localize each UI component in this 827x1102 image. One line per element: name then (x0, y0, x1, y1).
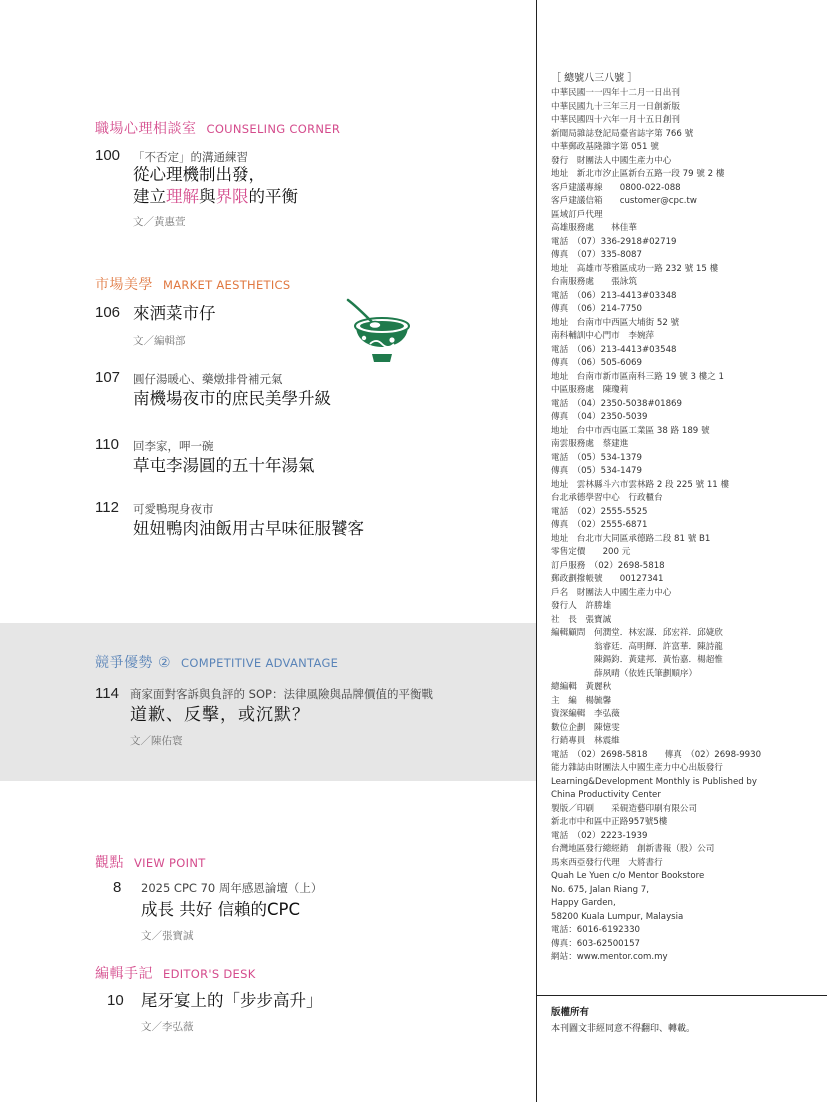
colophon-line: 區域訂戶代理 (551, 209, 603, 220)
colophon-line: 社 長 張寶誠 (551, 614, 612, 625)
section-title-zh: 競爭優勢 ② (95, 655, 172, 671)
colophon-line: 傳真 （06）505-6069 (551, 358, 642, 368)
section-header-viewpoint (95, 852, 206, 872)
colophon-line: 南雲服務處 蔡建進 (551, 439, 629, 449)
title-highlight: 理解 (166, 187, 199, 206)
section-title-en: VIEW POINT (134, 856, 206, 870)
section-header-competitive (95, 652, 338, 672)
featured-band (0, 623, 536, 781)
colophon (551, 69, 821, 965)
colophon-line: 電話 （07）336-2918#02719 (551, 236, 677, 247)
article-subtitle: 商家面對客訴與負評的 SOP：法律風險與品牌價值的平衡戰 (130, 687, 433, 701)
article-author: 文／黃惠萱 (133, 216, 186, 228)
article-title-line2[interactable] (133, 186, 298, 208)
colophon-line: 戶名 財團法人中國生產力中心 (551, 587, 672, 598)
colophon-line: China Productivity Center (551, 790, 661, 800)
colophon-line: 發行人 許勝雄 (551, 601, 612, 611)
colophon-line: 電話 （02）2223-1939 (551, 830, 648, 841)
colophon-line: 陳錫鈞．黃建邦．黃怡嘉．楊超惟 (551, 655, 723, 665)
copyright-text: 本刊圖文非經同意不得翻印、轉載。 (551, 1024, 696, 1034)
page-number: 8 (113, 879, 122, 896)
colophon-line: Quah Le Yuen c/o Mentor Bookstore (551, 871, 705, 881)
colophon-line: 地址 台北市大同區承德路二段 81 號 B1 (551, 533, 711, 544)
colophon-line: 行銷專員 林震維 (551, 736, 620, 746)
colophon-line: 編輯顧問 何潤堂．林宏謀．邱宏祥．邱婕欣 (551, 628, 723, 638)
colophon-line: 中華民國九十三年三月一日創新版 (551, 101, 680, 112)
page-number: 112 (95, 499, 119, 516)
section-header-counseling (95, 118, 340, 138)
section-title-en: COMPETITIVE ADVANTAGE (181, 656, 339, 670)
title-text: 的平衡 (248, 187, 298, 206)
colophon-line: 網站：www.mentor.com.my (551, 952, 668, 962)
issue-number: ［ 總號八三八號 ］ (551, 73, 638, 84)
colophon-line: 訂戶服務 （02）2698-5818 (551, 560, 665, 571)
colophon-line: 地址 台中市西屯區工業區 38 路 189 號 (551, 425, 710, 436)
colophon-line: No. 675, Jalan Riang 7, (551, 884, 649, 895)
section-header-editor (95, 963, 256, 983)
article-subtitle: 圓仔湯暖心、藥燉排骨補元氣 (133, 372, 283, 386)
colophon-line: 翁睿廷．高明輝．許富華．陳詩龍 (551, 641, 723, 652)
colophon-line: 新北市中和區中正路957號5樓 (551, 817, 668, 827)
colophon-line: 電話 （04）2350-5038#01869 (551, 398, 682, 409)
section-title-en: COUNSELING CORNER (206, 122, 341, 136)
colophon-line: 地址 台南市新市區南科三路 19 號 3 樓之 1 (551, 371, 725, 382)
colophon-line: 地址 高雄市苓雅區成功一路 232 號 15 樓 (551, 263, 719, 274)
colophon-line: 電話：6016-6192330 (551, 925, 641, 935)
section-title-zh: 市場美學 (95, 277, 153, 293)
colophon-line: 58200 Kuala Lumpur, Malaysia (551, 911, 684, 922)
colophon-line: 台南服務處 張詠筑 (551, 277, 637, 287)
colophon-line: 傳真 （05）534-1479 (551, 466, 642, 476)
colophon-line: 零售定價 200 元 (551, 547, 631, 557)
article-title[interactable]: 妞妞鴨肉油飯用古早味征服饕客 (133, 519, 364, 538)
colophon-line: Learning&Development Monthly is Published by (551, 776, 757, 787)
colophon-line: 能力雜誌由財團法人中國生產力中心出版發行 (551, 763, 723, 773)
colophon-line: 台灣地區發行總經銷 創新書報（股）公司 (551, 844, 715, 854)
article-title[interactable]: 來洒菜市仔 (133, 304, 216, 323)
article-subtitle: 可愛鴨現身夜市 (133, 502, 214, 516)
article-author: 文／張寶誠 (141, 930, 194, 942)
colophon-line: 電話 （02）2698-5818 傳真 （02）2698-9930 (551, 749, 762, 760)
article-title[interactable]: 成長 共好 信賴的CPC (141, 900, 300, 919)
colophon-line: 資深編輯 李弘薇 (551, 709, 620, 719)
section-title-zh: 觀點 (95, 855, 124, 871)
colophon-line: 中華民國四十六年一月十五日創刊 (551, 115, 680, 125)
colophon-line: 總編輯 黃麗秋 (551, 682, 612, 692)
article-subtitle: 「不否定」的溝通練習 (133, 150, 248, 164)
colophon-line: 南科輔訓中心門市 李婉萍 (551, 331, 655, 341)
colophon-line: 中區服務處 陳瓊莉 (551, 385, 629, 395)
colophon-line: 馬來西亞發行代理 大將書行 (551, 857, 663, 868)
section-title-zh: 職場心理相談室 (95, 121, 197, 137)
title-text: 建立 (133, 187, 166, 206)
colophon-line: 地址 雲林縣斗六市雲林路 2 段 225 號 11 樓 (551, 479, 730, 490)
page-number: 107 (95, 369, 121, 386)
page-number: 100 (95, 147, 121, 164)
article-subtitle: 回李家，呷一碗 (133, 439, 214, 453)
article-title[interactable]: 尾牙宴上的「步步高升」 (141, 991, 323, 1010)
noodle-bowl-icon (342, 296, 422, 374)
article-author: 文／陳佑寰 (130, 735, 183, 747)
colophon-line: 主 編 楊毓馨 (551, 695, 612, 706)
page-number: 106 (95, 304, 121, 321)
article-title[interactable]: 道歉、反擊，或沉默？ (130, 705, 310, 725)
colophon-line: 製版／印刷 采硯造藝印刷有限公司 (551, 803, 698, 814)
copyright-block (551, 1004, 695, 1034)
title-highlight: 界限 (215, 187, 249, 206)
colophon-line: 發行 財團法人中國生產力中心 (551, 155, 672, 166)
title-text: 與 (199, 187, 216, 206)
colophon-line: 中華民國一一四年十二月一日出刊 (551, 88, 680, 98)
colophon-line: 傳真 （02）2555-6871 (551, 520, 648, 530)
colophon-line: 傳真：603-62500157 (551, 938, 641, 949)
colophon-line: 薛夙晴（依姓氏筆劃順序） (551, 668, 698, 679)
copyright-title: 版權所有 (551, 1007, 590, 1018)
colophon-line: 中華郵政基隆雜字第 051 號 (551, 142, 659, 152)
copyright-divider (536, 995, 827, 996)
colophon-line: 郵政劃撥帳號 00127341 (551, 574, 664, 584)
page-number: 10 (107, 992, 124, 1009)
colophon-line: 高雄服務處 林佳華 (551, 223, 637, 233)
article-subtitle: 2025 CPC 70 周年感恩論壇（上） (141, 881, 323, 895)
colophon-line: 傳真 （07）335-8087 (551, 250, 642, 260)
colophon-line: 新聞局雜誌登記局臺省誌字第 766 號 (551, 128, 694, 139)
page-number: 114 (95, 685, 119, 702)
colophon-line: 電話 （06）213-4413#03548 (551, 344, 677, 355)
colophon-line: Happy Garden, (551, 898, 616, 908)
colophon-line: 台北承德學習中心 行政櫃台 (551, 493, 663, 503)
section-header-market (95, 274, 290, 294)
colophon-line: 傳真 （04）2350-5039 (551, 412, 648, 422)
article-title[interactable]: 草屯李湯圓的五十年湯氣 (133, 456, 315, 475)
article-title[interactable]: 南機場夜市的庶民美學升級 (133, 389, 331, 408)
colophon-line: 客戶建議專線 0800-022-088 (551, 182, 681, 193)
section-title-en: MARKET AESTHETICS (163, 278, 291, 292)
colophon-line: 地址 台南市中西區大埔街 52 號 (551, 317, 680, 328)
colophon-line: 電話 （02）2555-5525 (551, 506, 648, 517)
colophon-line: 傳真 （06）214-7750 (551, 304, 642, 314)
colophon-lines (551, 87, 821, 965)
column-divider (536, 0, 537, 1102)
colophon-line: 客戶建議信箱 customer@cpc.tw (551, 196, 697, 206)
article-title[interactable]: 從心理機制出發， (133, 165, 265, 184)
article-author: 文／編輯部 (133, 335, 186, 347)
colophon-line: 地址 新北市汐止區新台五路一段 79 號 2 樓 (551, 169, 725, 179)
section-title-zh: 編輯手記 (95, 966, 153, 982)
section-title-en: EDITOR'S DESK (163, 967, 256, 981)
colophon-line: 電話 （06）213-4413#03348 (551, 290, 677, 301)
page-number: 110 (95, 436, 119, 453)
article-author: 文／李弘薇 (141, 1021, 194, 1033)
colophon-line: 電話 （05）534-1379 (551, 452, 642, 463)
colophon-line: 數位企劃 陳憶雯 (551, 722, 620, 733)
